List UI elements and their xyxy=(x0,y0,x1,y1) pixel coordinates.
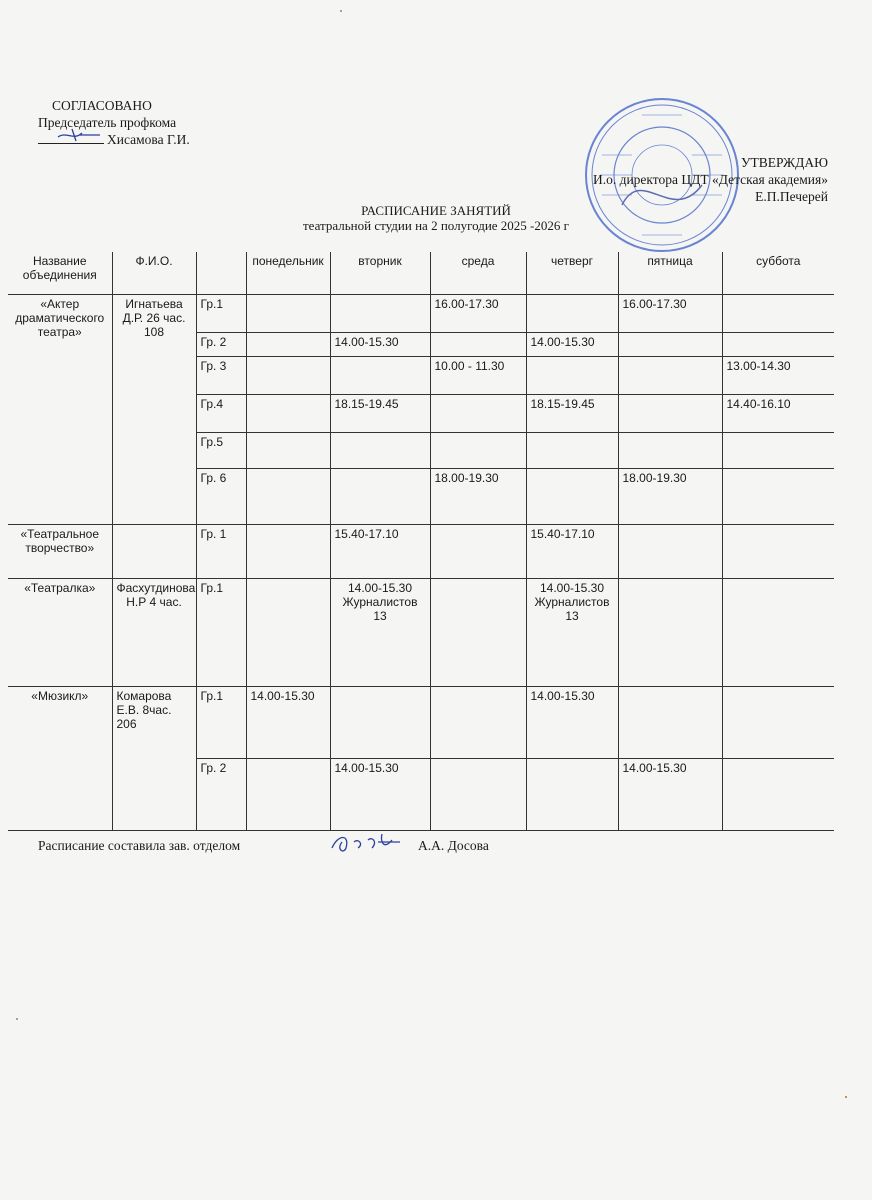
thu-cell xyxy=(526,356,618,394)
table-header-row xyxy=(8,252,834,294)
wed-cell xyxy=(430,578,526,686)
title-sub: театральной студии на 2 полугодие 2025 -2026 г xyxy=(303,218,569,233)
scan-speck xyxy=(340,10,342,12)
wed-cell xyxy=(430,524,526,578)
approval-right-name: Е.П.Печерей xyxy=(755,189,828,204)
group-cell: Гр. 3 xyxy=(196,356,246,394)
wed-cell xyxy=(430,758,526,830)
scan-speck xyxy=(845,1096,847,1098)
group-cell: Гр. 6 xyxy=(196,468,246,524)
mon-cell: 14.00-15.30 xyxy=(246,686,330,758)
teacher-cell: Игнатьева Д.Р. 26 час. 108 xyxy=(112,294,196,524)
approval-left-position: Председатель профкома xyxy=(38,115,177,130)
header-sat: суббота xyxy=(722,252,834,294)
wed-cell: 18.00-19.30 xyxy=(430,468,526,524)
signature-line xyxy=(38,131,104,144)
thu-cell: 14.00-15.30 xyxy=(526,686,618,758)
tue-cell xyxy=(330,468,430,524)
thu-cell: 14.00-15.30 Журналистов 13 xyxy=(526,578,618,686)
mon-cell xyxy=(246,468,330,524)
assoc-cell: «Театральное творчество» xyxy=(8,524,112,578)
thu-cell xyxy=(526,432,618,468)
thu-cell xyxy=(526,468,618,524)
mon-cell xyxy=(246,758,330,830)
header-thu: четверг xyxy=(526,252,618,294)
tue-cell xyxy=(330,294,430,332)
fri-cell xyxy=(618,578,722,686)
signature-icon xyxy=(328,828,408,856)
fri-cell xyxy=(618,524,722,578)
header-assoc: Название объединения xyxy=(8,252,112,294)
sat-cell xyxy=(722,578,834,686)
mon-cell xyxy=(246,432,330,468)
thu-cell: 14.00-15.30 xyxy=(526,332,618,356)
approval-left-sign-line xyxy=(38,131,190,148)
fri-cell: 14.00-15.30 xyxy=(618,758,722,830)
header-teacher: Ф.И.О. xyxy=(112,252,196,294)
mon-cell xyxy=(246,356,330,394)
scan-speck xyxy=(16,1018,18,1020)
fri-cell xyxy=(618,332,722,356)
wed-cell xyxy=(430,394,526,432)
document-title xyxy=(0,203,872,233)
group-cell: Гр.1 xyxy=(196,294,246,332)
fri-cell: 16.00-17.30 xyxy=(618,294,722,332)
sat-cell xyxy=(722,686,834,758)
thu-cell xyxy=(526,294,618,332)
fri-cell xyxy=(618,394,722,432)
tue-cell: 15.40-17.10 xyxy=(330,524,430,578)
tue-cell: 14.00-15.30 xyxy=(330,758,430,830)
sat-cell xyxy=(722,294,834,332)
table-row xyxy=(8,686,834,758)
assoc-cell: «Театралка» xyxy=(8,578,112,686)
group-cell: Гр.4 xyxy=(196,394,246,432)
wed-cell: 16.00-17.30 xyxy=(430,294,526,332)
group-cell: Гр.5 xyxy=(196,432,246,468)
mon-cell xyxy=(246,394,330,432)
schedule-table xyxy=(8,252,834,831)
table-row xyxy=(8,524,834,578)
approval-left xyxy=(38,97,190,148)
approval-right-position: И.о. директора ЦДТ «Детская академия» xyxy=(592,172,828,187)
sat-cell: 14.40-16.10 xyxy=(722,394,834,432)
signature-icon xyxy=(54,127,114,143)
thu-cell xyxy=(526,758,618,830)
sat-cell xyxy=(722,468,834,524)
approval-right xyxy=(593,154,828,205)
assoc-cell: «Актер драматического театра» xyxy=(8,294,112,524)
fri-cell: 18.00-19.30 xyxy=(618,468,722,524)
wed-cell xyxy=(430,686,526,758)
fri-cell xyxy=(618,432,722,468)
mon-cell xyxy=(246,332,330,356)
tue-cell: 14.00-15.30 Журналистов 13 xyxy=(330,578,430,686)
mon-cell xyxy=(246,294,330,332)
wed-cell xyxy=(430,332,526,356)
header-wed: среда xyxy=(430,252,526,294)
header-tue: вторник xyxy=(330,252,430,294)
thu-cell: 15.40-17.10 xyxy=(526,524,618,578)
mon-cell xyxy=(246,524,330,578)
group-cell: Гр.1 xyxy=(196,686,246,758)
header-group xyxy=(196,252,246,294)
header-mon: понедельник xyxy=(246,252,330,294)
teacher-cell xyxy=(112,524,196,578)
table-row xyxy=(8,294,834,332)
tue-cell xyxy=(330,686,430,758)
tue-cell: 14.00-15.30 xyxy=(330,332,430,356)
group-cell: Гр. 1 xyxy=(196,524,246,578)
footer-text: Расписание составила зав. отделом xyxy=(38,838,241,853)
approval-right-heading: УТВЕРЖДАЮ xyxy=(740,155,828,170)
teacher-cell: Фасхутдинова Н.Р 4 час. xyxy=(112,578,196,686)
approval-left-heading: СОГЛАСОВАНО xyxy=(52,98,152,113)
thu-cell: 18.15-19.45 xyxy=(526,394,618,432)
header-fri: пятница xyxy=(618,252,722,294)
tue-cell xyxy=(330,432,430,468)
fri-cell xyxy=(618,686,722,758)
tue-cell: 18.15-19.45 xyxy=(330,394,430,432)
sat-cell xyxy=(722,524,834,578)
footer xyxy=(38,838,489,854)
wed-cell: 10.00 - 11.30 xyxy=(430,356,526,394)
table-row xyxy=(8,578,834,686)
teacher-cell: Комарова Е.В. 8час. 206 xyxy=(112,686,196,830)
approval-left-name: Хисамова Г.И. xyxy=(107,132,190,147)
assoc-cell: «Мюзикл» xyxy=(8,686,112,830)
group-cell: Гр.1 xyxy=(196,578,246,686)
group-cell: Гр. 2 xyxy=(196,332,246,356)
group-cell: Гр. 2 xyxy=(196,758,246,830)
sat-cell xyxy=(722,332,834,356)
wed-cell xyxy=(430,432,526,468)
fri-cell xyxy=(618,356,722,394)
sat-cell: 13.00-14.30 xyxy=(722,356,834,394)
tue-cell xyxy=(330,356,430,394)
footer-name: А.А. Досова xyxy=(418,838,489,853)
sat-cell xyxy=(722,432,834,468)
mon-cell xyxy=(246,578,330,686)
sat-cell xyxy=(722,758,834,830)
title-main: РАСПИСАНИЕ ЗАНЯТИЙ xyxy=(361,203,511,218)
